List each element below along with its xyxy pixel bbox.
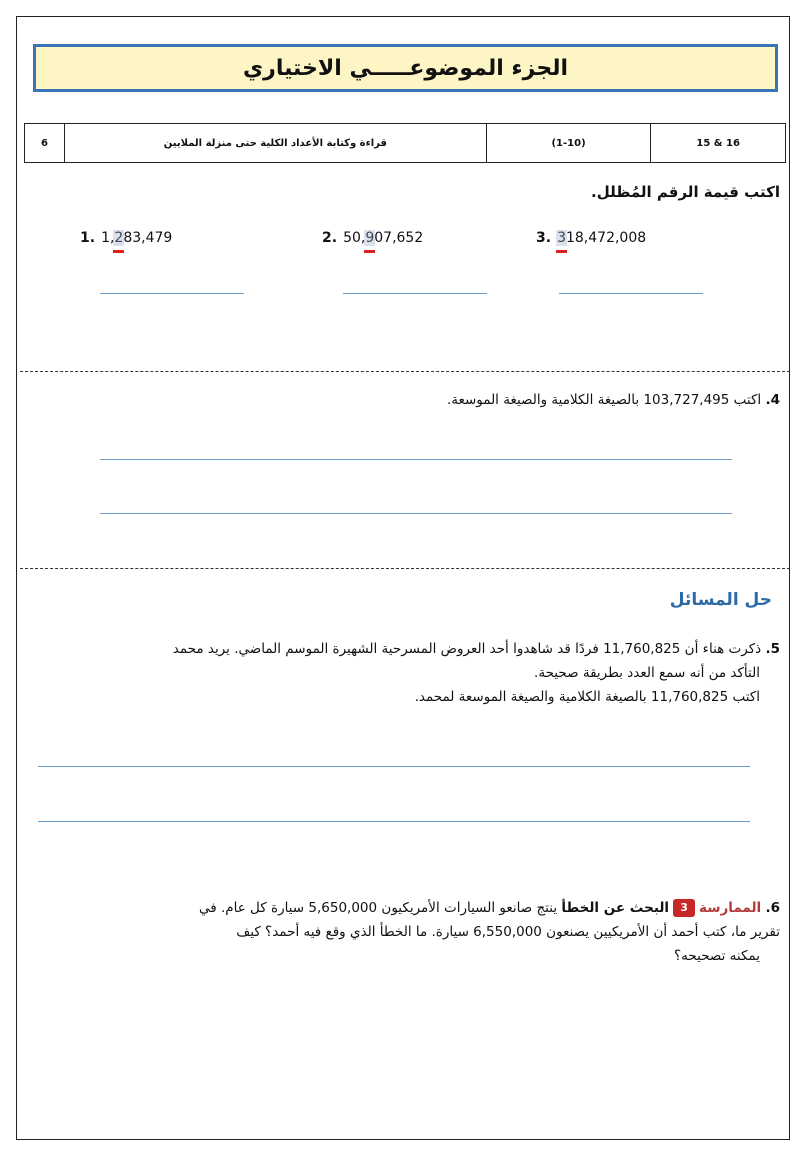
item-1 xyxy=(80,230,172,246)
info-table xyxy=(24,123,786,163)
q6-bold-title: البحث عن الخطأ xyxy=(561,900,670,916)
practice-badge-icon: 3 xyxy=(673,899,695,917)
q6-line-2: تقرير ما، كتب أحمد أن الأمريكيين يصنعون 6,550,000 سيارة. ما الخطأ الذي وقع فيه أحمد؟ كيف xyxy=(236,924,780,940)
q5 xyxy=(40,637,780,709)
answer-line-2[interactable] xyxy=(343,293,487,294)
item-2-before: 50, xyxy=(343,230,366,246)
q5-line-1-text: ذكرت هناء أن 11,760,825 فردًا قد شاهدوا أحد العروض المسرحية الشهيرة الموسم الماضي. يريد محمد xyxy=(172,641,762,657)
q6 xyxy=(35,896,780,968)
q4-answer-line-2[interactable] xyxy=(100,513,732,514)
section1-instruction: اكتب قيمة الرقم المُظلل. xyxy=(591,183,780,201)
shaded-digit: 3 xyxy=(557,230,566,246)
item-1-before: 1, xyxy=(101,230,115,246)
q6-line-3: يمكنه تصحيحه؟ xyxy=(674,948,760,964)
item-2-after: 07,652 xyxy=(374,230,424,246)
answer-line-1[interactable] xyxy=(100,293,244,294)
item-3 xyxy=(536,230,646,246)
item-1-label: 1. xyxy=(80,230,96,246)
q5-answer-line-1[interactable] xyxy=(38,766,750,767)
title-box xyxy=(33,44,778,92)
item-3-label: 3. xyxy=(536,230,552,246)
q5-line-2: التأكد من أنه سمع العدد بطريقة صحيحة. xyxy=(534,665,760,681)
shaded-digit: 2 xyxy=(114,230,124,246)
divider-2 xyxy=(20,568,790,569)
q4-text: اكتب 103,727,495 بالصيغة الكلامية والصيغة الموسعة. xyxy=(446,392,762,408)
q6-number: 6. xyxy=(765,900,780,916)
q5-line-1 xyxy=(40,637,780,661)
item-2-label: 2. xyxy=(322,230,338,246)
q5-number: 5. xyxy=(765,641,780,657)
q5-answer-line-2[interactable] xyxy=(38,821,750,822)
q6-line-1-text: ينتج صانعو السيارات الأمريكيون 5,650,000 سيارة كل عام. في xyxy=(198,900,558,916)
q4-answer-line-1[interactable] xyxy=(100,459,732,460)
divider-1 xyxy=(20,371,790,372)
q4-number: 4. xyxy=(765,392,780,408)
item-2 xyxy=(322,230,423,246)
item-3-after: 18,472,008 xyxy=(565,230,647,246)
page-title: الجزء الموضوعـــــي الاختياري xyxy=(242,55,568,81)
practice-label: الممارسة xyxy=(699,900,762,916)
q4 xyxy=(60,388,780,412)
pages-range: (1-10) xyxy=(487,124,652,162)
lesson-number: 6 xyxy=(25,124,65,162)
shaded-digit: 9 xyxy=(365,230,375,246)
item-1-after: 83,479 xyxy=(123,230,173,246)
lesson-title: قراءة وكتابة الأعداد الكلية حتى منزلة الملايين xyxy=(65,124,487,162)
grade-cell: 15 & 16 xyxy=(696,137,740,149)
problems-heading: حل المسائل xyxy=(669,590,772,610)
q5-line-3: اكتب 11,760,825 بالصيغة الكلامية والصيغة الموسعة لمحمد. xyxy=(414,689,760,705)
q6-line-1 xyxy=(35,896,780,920)
answer-line-3[interactable] xyxy=(559,293,703,294)
